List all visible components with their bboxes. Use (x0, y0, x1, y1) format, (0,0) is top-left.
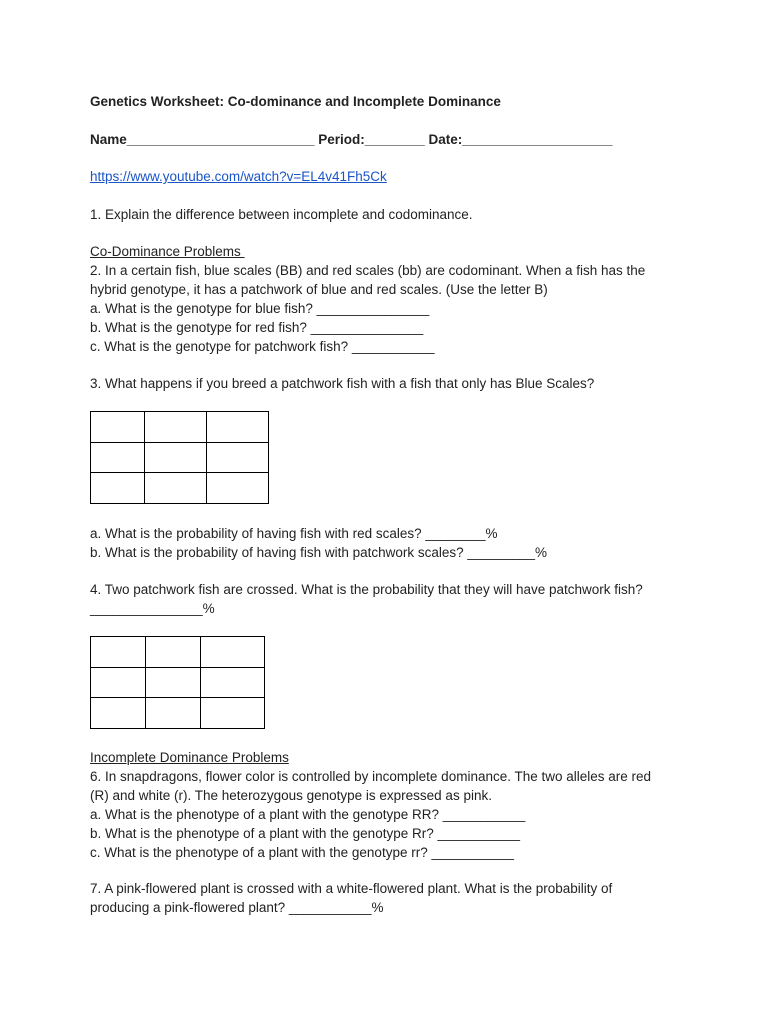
question-7-line1: 7. A pink-flowered plant is crossed with a white-flowered plant. What is the probability of (90, 881, 613, 896)
question-3: 3. What happens if you breed a patchwork fish with a fish that only has Blue Scales? (90, 376, 595, 391)
header-fields: Name_________________________ Period:________ Date:____________________ (90, 132, 613, 147)
punnett-square-1 (90, 411, 269, 504)
question-2a: a. What is the genotype for blue fish? _______________ (90, 301, 430, 316)
question-6c: c. What is the phenotype of a plant with the genotype rr? ___________ (90, 845, 515, 860)
codominance-heading: Co-Dominance Problems (90, 244, 245, 259)
question-7-line2: producing a pink-flowered plant? ___________% (90, 900, 384, 915)
question-2b: b. What is the genotype for red fish? _______________ (90, 320, 424, 335)
question-6b: b. What is the phenotype of a plant with the genotype Rr? ___________ (90, 826, 521, 841)
question-1: 1. Explain the difference between incomplete and codominance. (90, 207, 473, 222)
question-6-line2: (R) and white (r). The heterozygous genotype is expressed as pink. (90, 788, 492, 803)
question-2-line2: hybrid genotype, it has a patchwork of blue and red scales. (Use the letter B) (90, 282, 548, 297)
punnett-square-2 (90, 636, 265, 729)
question-3b: b. What is the probability of having fish with patchwork scales? _________% (90, 545, 548, 560)
video-link[interactable]: https://www.youtube.com/watch?v=EL4v41Fh5Ck (90, 169, 387, 184)
question-6a: a. What is the phenotype of a plant with the genotype RR? ___________ (90, 807, 526, 822)
question-4-line2: _______________% (90, 601, 215, 616)
worksheet-title: Genetics Worksheet: Co-dominance and Incomplete Dominance (90, 94, 501, 109)
question-2-line1: 2. In a certain fish, blue scales (BB) and red scales (bb) are codominant. When a fish has the (90, 263, 646, 278)
question-2c: c. What is the genotype for patchwork fish? ___________ (90, 339, 435, 354)
incomplete-dominance-heading: Incomplete Dominance Problems (90, 750, 289, 765)
question-4-line1: 4. Two patchwork fish are crossed. What is the probability that they will have patchwork fish? (90, 582, 643, 597)
question-3a: a. What is the probability of having fish with red scales? ________% (90, 526, 498, 541)
question-6-line1: 6. In snapdragons, flower color is controlled by incomplete dominance. The two alleles are red (90, 769, 652, 784)
